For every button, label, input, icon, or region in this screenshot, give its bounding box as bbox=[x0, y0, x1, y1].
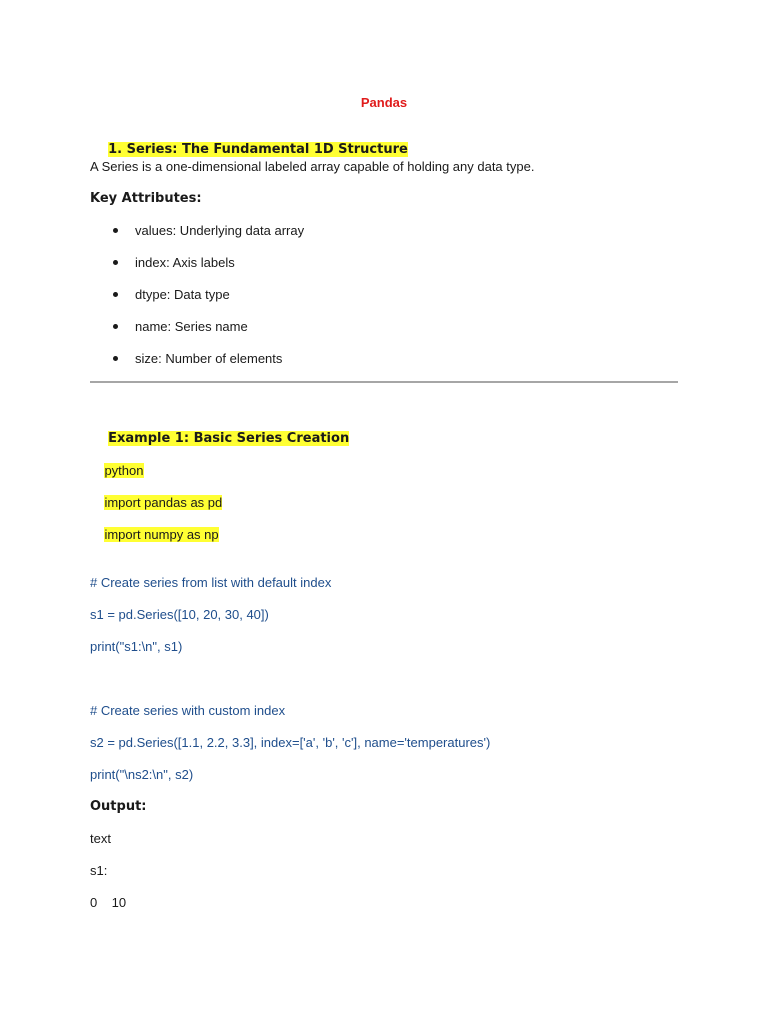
code-line-print-s2: print("\ns2:\n", s2) bbox=[90, 767, 194, 782]
bullet-icon bbox=[113, 356, 118, 361]
attributes-heading: Key Attributes: bbox=[90, 191, 202, 206]
bullet-icon bbox=[113, 292, 118, 297]
output-language-label: text bbox=[90, 831, 111, 846]
attributes-list bbox=[90, 223, 304, 383]
output-line-value: 0 10 bbox=[90, 895, 127, 910]
list-item bbox=[90, 287, 304, 319]
list-item-text: name: Series name bbox=[135, 319, 248, 334]
code-import-numpy bbox=[90, 511, 219, 559]
code-line-print-s1: print("s1:\n", s1) bbox=[90, 639, 183, 654]
list-item bbox=[90, 319, 304, 351]
list-item-text: size: Number of elements bbox=[135, 351, 283, 366]
intro-paragraph: A Series is a one-dimensional labeled array capable of holding any data type. bbox=[90, 159, 535, 174]
list-item bbox=[90, 351, 304, 383]
output-line-s1: s1: bbox=[90, 863, 108, 878]
list-item bbox=[90, 223, 304, 255]
code-line-s2: s2 = pd.Series([1.1, 2.2, 3.3], index=['a', 'b', 'c'], name='temperatures') bbox=[90, 735, 491, 750]
list-item-text: dtype: Data type bbox=[135, 287, 230, 302]
horizontal-divider bbox=[90, 381, 678, 383]
list-item-text: values: Underlying data array bbox=[135, 223, 305, 238]
example-heading-text: Example 1: Basic Series Creation bbox=[108, 431, 350, 446]
code-import-pandas-text: import pandas as pd bbox=[104, 495, 223, 510]
document-title: Pandas bbox=[360, 95, 408, 110]
code-import-numpy-text: import numpy as np bbox=[104, 527, 219, 542]
bullet-icon bbox=[113, 324, 118, 329]
code-language-text: python bbox=[104, 463, 144, 478]
section-heading-text: 1. Series: The Fundamental 1D Structure bbox=[108, 142, 408, 157]
code-comment-default-index: # Create series from list with default index bbox=[90, 575, 332, 590]
list-item bbox=[90, 255, 304, 287]
bullet-icon bbox=[113, 228, 118, 233]
list-item-text: index: Axis labels bbox=[135, 255, 235, 270]
bullet-icon bbox=[113, 260, 118, 265]
code-line-s1: s1 = pd.Series([10, 20, 30, 40]) bbox=[90, 607, 269, 622]
output-heading: Output: bbox=[90, 799, 147, 814]
code-comment-custom-index: # Create series with custom index bbox=[90, 703, 286, 718]
